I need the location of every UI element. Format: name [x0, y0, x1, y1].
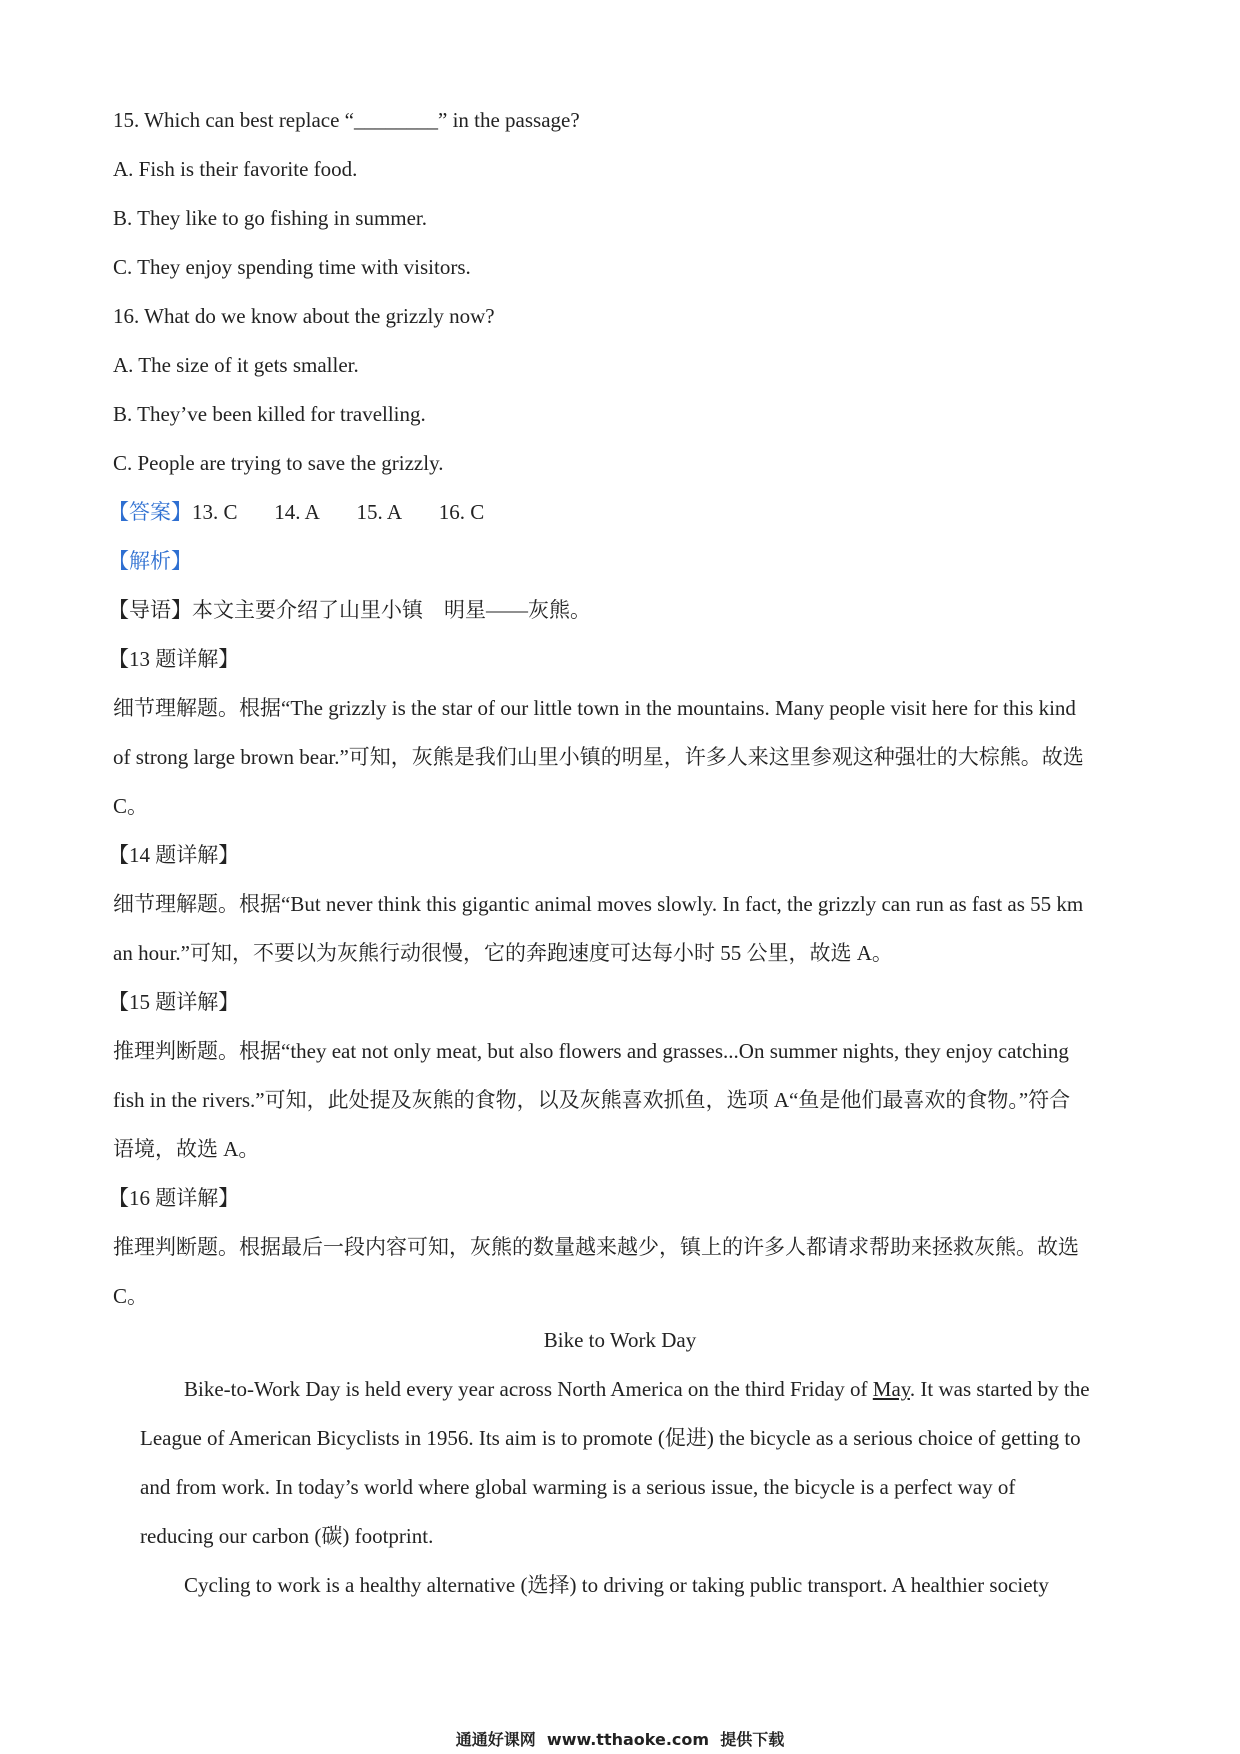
question-15: 15. Which can best replace “________” in the passage?	[113, 108, 580, 132]
option-15c: C. They enjoy spending time with visitors.	[113, 255, 471, 279]
page-footer: 通通好课网 www.tthaoke.com 提供下载	[455, 1730, 785, 1749]
option-15a: A. Fish is their favorite food.	[113, 157, 358, 181]
passage-p1-text-a: Bike-to-Work Day is held every year across North America on the third Friday of	[184, 1377, 873, 1401]
detail-16-title: 【16 题详解】	[108, 1186, 240, 1210]
detail-15-title: 【15 题详解】	[108, 990, 240, 1014]
passage-p1-text-b: . It was started by the	[909, 1377, 1090, 1401]
detail-15-line-3: 语境，故选 A。	[113, 1137, 260, 1161]
passage-p1-line-1	[184, 1375, 1090, 1403]
detail-14-title: 【14 题详解】	[108, 843, 240, 867]
detail-16-line-2: C。	[113, 1284, 149, 1308]
detail-14-line-2: an hour.”可知，不要以为灰熊行动很慢，它的奔跑速度可达每小时 55 公里，故选 A。	[113, 941, 893, 965]
passage-title: Bike to Work Day	[543, 1328, 697, 1352]
option-16b: B. They’ve been killed for travelling.	[113, 402, 426, 426]
detail-16-line-1: 推理判断题。根据最后一段内容可知，灰熊的数量越来越少，镇上的许多人都请求帮助来拯救灰熊。故选	[113, 1235, 1079, 1259]
passage-p2-line-1: Cycling to work is a healthy alternative (选择) to driving or taking public transport. A healthier society	[184, 1573, 1049, 1597]
detail-13-line-3: C。	[113, 794, 149, 818]
passage-p1-line-2: League of American Bicyclists in 1956. Its aim is to promote (促进) the bicycle as a serious choice of getting to	[140, 1426, 1081, 1450]
answer-label: 【答案】	[108, 500, 192, 524]
detail-13-line-2: of strong large brown bear.”可知，灰熊是我们山里小镇的明星，许多人来这里参观这种强壮的大棕熊。故选	[113, 745, 1084, 769]
option-15b: B. They like to go fishing in summer.	[113, 206, 428, 230]
detail-13-line-1: 细节理解题。根据“The grizzly is the star of our little town in the mountains. Many people visit here for this kind	[113, 696, 1076, 720]
passage-p1-line-3: and from work. In today’s world where global warming is a serious issue, the bicycle is a perfect way of	[140, 1475, 1016, 1499]
detail-14-line-1: 细节理解题。根据“But never think this gigantic animal moves slowly. In fact, the grizzly can run as fast as 55 km	[113, 892, 1084, 916]
question-16: 16. What do we know about the grizzly now?	[113, 304, 495, 328]
passage-underlined-word: May	[872, 1377, 910, 1401]
passage-p1-line-4: reducing our carbon (碳) footprint.	[140, 1524, 434, 1548]
option-16c: C. People are trying to save the grizzly.	[113, 451, 444, 475]
analysis-label: 【解析】	[108, 549, 192, 573]
detail-13-title: 【13 题详解】	[108, 647, 240, 671]
detail-15-line-2: fish in the rivers.”可知，此处提及灰熊的食物，以及灰熊喜欢抓鱼，选项 A“鱼是他们最喜欢的食物。”符合	[113, 1088, 1071, 1112]
answer-line	[108, 498, 484, 526]
detail-15-line-1: 推理判断题。根据“they eat not only meat, but also flowers and grasses...On summer nights, they enjoy catching	[113, 1039, 1069, 1063]
answer-values: 13. C 14. A 15. A 16. C	[192, 500, 485, 524]
intro-line: 【导语】本文主要介绍了山里小镇 明星——灰熊。	[108, 598, 591, 622]
option-16a: A. The size of it gets smaller.	[113, 353, 359, 377]
